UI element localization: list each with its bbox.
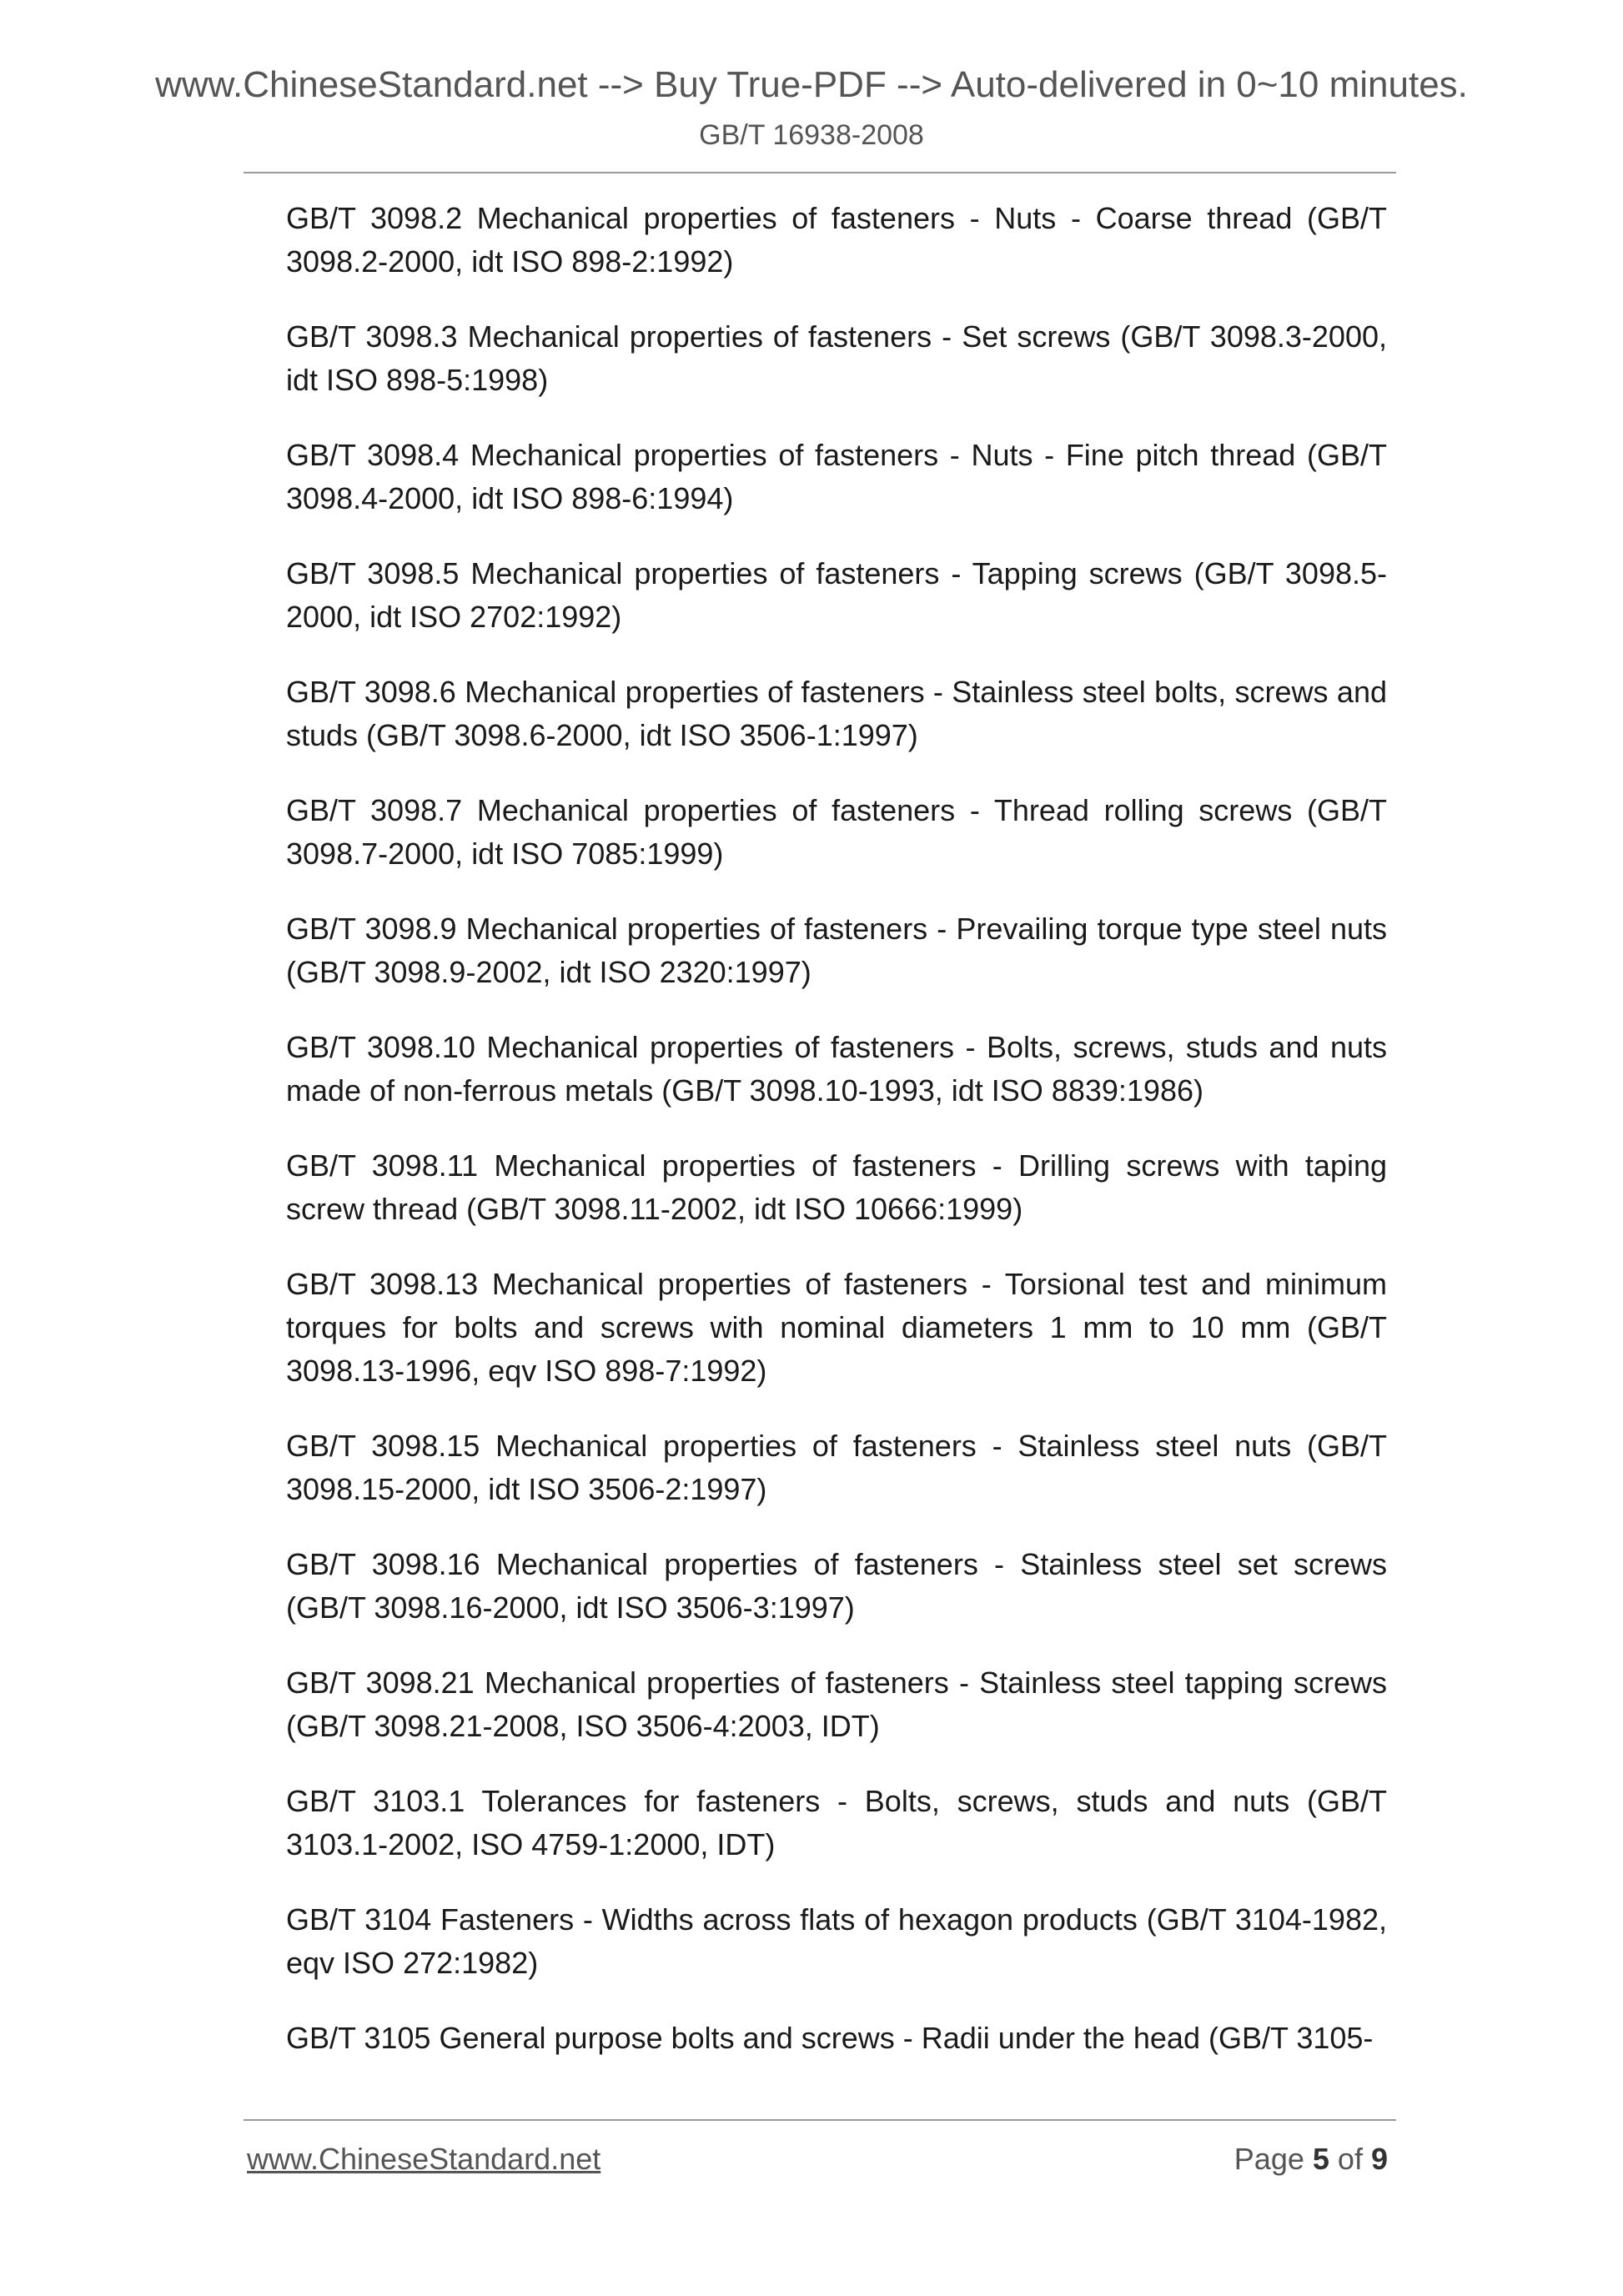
reference-entry: GB/T 3098.4 Mechanical properties of fasteners - Nuts - Fine pitch thread (GB/T 3098.4-2000, idt ISO 898-6:1994) [286,438,1387,515]
reference-entry: GB/T 3098.10 Mechanical properties of fasteners - Bolts, screws, studs and nuts made of non-ferrous metals (GB/T 3098.10-1993, idt ISO 8839:1986) [286,1030,1387,1108]
reference-entry: GB/T 3098.5 Mechanical properties of fasteners - Tapping screws (GB/T 3098.5-2000, idt ISO 2702:1992) [286,556,1387,634]
reference-entry: GB/T 3105 General purpose bolts and screws - Radii under the head (GB/T 3105- [286,2021,1374,2055]
header-divider [244,172,1396,173]
page-number [1234,2139,1388,2179]
reference-entry: GB/T 3098.3 Mechanical properties of fasteners - Set screws (GB/T 3098.3-2000, idt ISO 898-5:1998) [286,319,1387,397]
reference-entry: GB/T 3098.11 Mechanical properties of fasteners - Drilling screws with taping screw thread (GB/T 3098.11-2002, idt ISO 10666:1999) [286,1148,1387,1226]
reference-entry: GB/T 3098.16 Mechanical properties of fasteners - Stainless steel set screws (GB/T 3098.16-2000, idt ISO 3506-3:1997) [286,1547,1387,1625]
header-standard-id: GB/T 16938-2008 [699,119,924,151]
reference-entry: GB/T 3098.6 Mechanical properties of fasteners - Stainless steel bolts, screws and studs (GB/T 3098.6-2000, idt ISO 3506-1:1997) [286,675,1387,752]
reference-entry: GB/T 3098.2 Mechanical properties of fasteners - Nuts - Coarse thread (GB/T 3098.2-2000, idt ISO 898-2:1992) [286,201,1387,279]
header-banner[interactable]: www.ChineseStandard.net --> Buy True-PDF --> Auto-delivered in 0~10 minutes. [155,64,1468,105]
reference-entry: GB/T 3103.1 Tolerances for fasteners - Bolts, screws, studs and nuts (GB/T 3103.1-2002, ISO 4759-1:2000, IDT) [286,1784,1387,1861]
footer-divider [244,2119,1396,2121]
reference-entry: GB/T 3098.21 Mechanical properties of fasteners - Stainless steel tapping screws (GB/T 3098.21-2008, ISO 3506-4:2003, IDT) [286,1665,1387,1743]
reference-entry: GB/T 3098.13 Mechanical properties of fasteners - Torsional test and minimum torques for bolts and screws with nominal diameters 1 mm to 10 mm (GB/T 3098.13-1996, eqv ISO 898-7:1992) [286,1267,1387,1388]
page-prefix: Page [1234,2142,1304,2176]
page-of: of [1337,2142,1363,2176]
reference-entry: GB/T 3098.7 Mechanical properties of fasteners - Thread rolling screws (GB/T 3098.7-2000, idt ISO 7085:1999) [286,793,1387,871]
reference-entry: GB/T 3098.9 Mechanical properties of fasteners - Prevailing torque type steel nuts (GB/T 3098.9-2002, idt ISO 2320:1997) [286,912,1387,989]
page-current: 5 [1312,2142,1329,2176]
reference-list [286,197,1387,2092]
reference-entry: GB/T 3104 Fasteners - Widths across flats of hexagon products (GB/T 3104-1982, eqv ISO 272:1982) [286,1902,1387,1980]
footer-site-link[interactable]: www.ChineseStandard.net [247,2142,601,2176]
reference-entry: GB/T 3098.15 Mechanical properties of fasteners - Stainless steel nuts (GB/T 3098.15-2000, idt ISO 3506-2:1997) [286,1429,1387,1506]
page-total: 9 [1370,2142,1388,2176]
